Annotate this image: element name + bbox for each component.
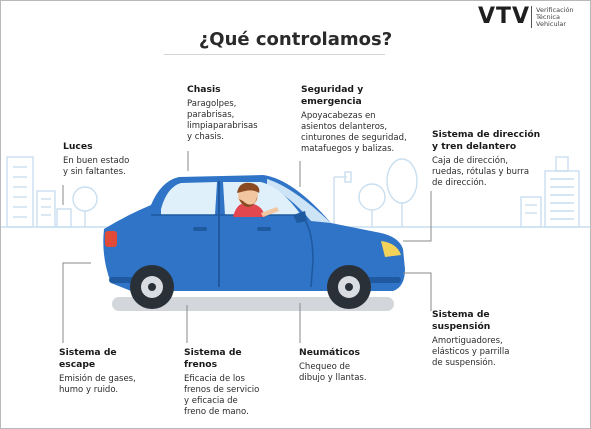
label-seguridad-title [301, 84, 426, 108]
label-direccion-title [432, 129, 582, 153]
label-seguridad-title-line: Seguridad y [301, 84, 364, 95]
label-luces-title: Luces [63, 141, 93, 152]
label-frenos-title-line: frenos [184, 359, 218, 370]
front-wheel-icon [327, 265, 371, 309]
label-seguridad-line: asientos delanteros, [301, 122, 388, 132]
label-seguridad-title-line: emergencia [301, 96, 362, 107]
label-direccion-line: de dirección. [432, 178, 487, 188]
label-frenos-line: Eficacia de los [184, 374, 245, 384]
label-neumaticos-title: Neumáticos [299, 347, 361, 358]
label-suspension-title-line: Sistema de [432, 309, 490, 320]
label-frenos-line: freno de mano. [184, 407, 249, 417]
vtv-logo-mark: VTV [478, 4, 531, 29]
label-escape-body [59, 374, 169, 396]
label-frenos-title-line: Sistema de [184, 347, 242, 358]
label-frenos-line: y eficacia de [184, 396, 238, 406]
label-seguridad [301, 84, 426, 155]
label-suspension-line: de suspensión. [432, 358, 496, 368]
label-frenos-line: frenos de servicio [184, 385, 260, 395]
label-chasis-body [187, 99, 287, 143]
label-suspension-title-line: suspensión [432, 321, 491, 332]
label-direccion-body [432, 156, 582, 189]
tail-light [105, 231, 117, 247]
label-seguridad-line: Apoyacabezas en [301, 111, 376, 121]
label-suspension-line: elásticos y parrilla [432, 347, 510, 357]
label-seguridad-body [301, 111, 426, 155]
label-frenos-title [184, 347, 289, 371]
label-suspension [432, 309, 572, 369]
vtv-logo-line-1: Verificación [536, 6, 574, 14]
vtv-logo-line-3: Vehicular [536, 20, 567, 28]
label-direccion [432, 129, 582, 189]
label-escape-title-line: escape [59, 359, 96, 370]
rear-wheel-icon [130, 265, 174, 309]
label-chasis [187, 84, 287, 143]
label-chasis-line: parabrisas, [187, 110, 235, 120]
label-escape-title [59, 347, 169, 371]
label-neumaticos-line: Chequeo de [299, 362, 351, 372]
label-escape [59, 347, 169, 396]
label-frenos [184, 347, 289, 418]
label-frenos-body [184, 374, 289, 418]
label-suspension-title [432, 309, 572, 333]
label-seguridad-line: cinturones de seguridad, [301, 133, 407, 143]
label-escape-line: humo y ruido. [59, 385, 119, 395]
label-chasis-line: limpiaparabrisas [187, 121, 258, 131]
label-neumaticos-body [299, 362, 399, 384]
label-direccion-title-line: Sistema de dirección [432, 129, 541, 140]
vtv-logo-line-2: Técnica [536, 13, 560, 21]
label-luces [63, 141, 173, 178]
label-luces-line: y sin faltantes. [63, 167, 126, 177]
label-escape-title-line: Sistema de [59, 347, 117, 358]
label-luces-body [63, 156, 173, 178]
label-chasis-line: Paragolpes, [187, 99, 237, 109]
label-luces-line: En buen estado [63, 156, 130, 166]
label-suspension-line: Amortiguadores, [432, 336, 503, 346]
label-chasis-line: y chasis. [187, 132, 224, 142]
label-neumaticos-line: dibujo y llantas. [299, 373, 367, 383]
label-escape-line: Emisión de gases, [59, 374, 136, 384]
label-neumaticos [299, 347, 399, 384]
label-direccion-line: ruedas, rótulas y burra [432, 167, 530, 177]
label-direccion-line: Caja de dirección, [432, 156, 509, 166]
label-seguridad-line: matafuegos y balizas. [301, 144, 395, 154]
label-suspension-body [432, 336, 572, 369]
page-title: ¿Qué controlamos? [198, 29, 393, 50]
label-direccion-title-line: y tren delantero [432, 141, 517, 152]
label-chasis-title: Chasis [187, 84, 221, 95]
